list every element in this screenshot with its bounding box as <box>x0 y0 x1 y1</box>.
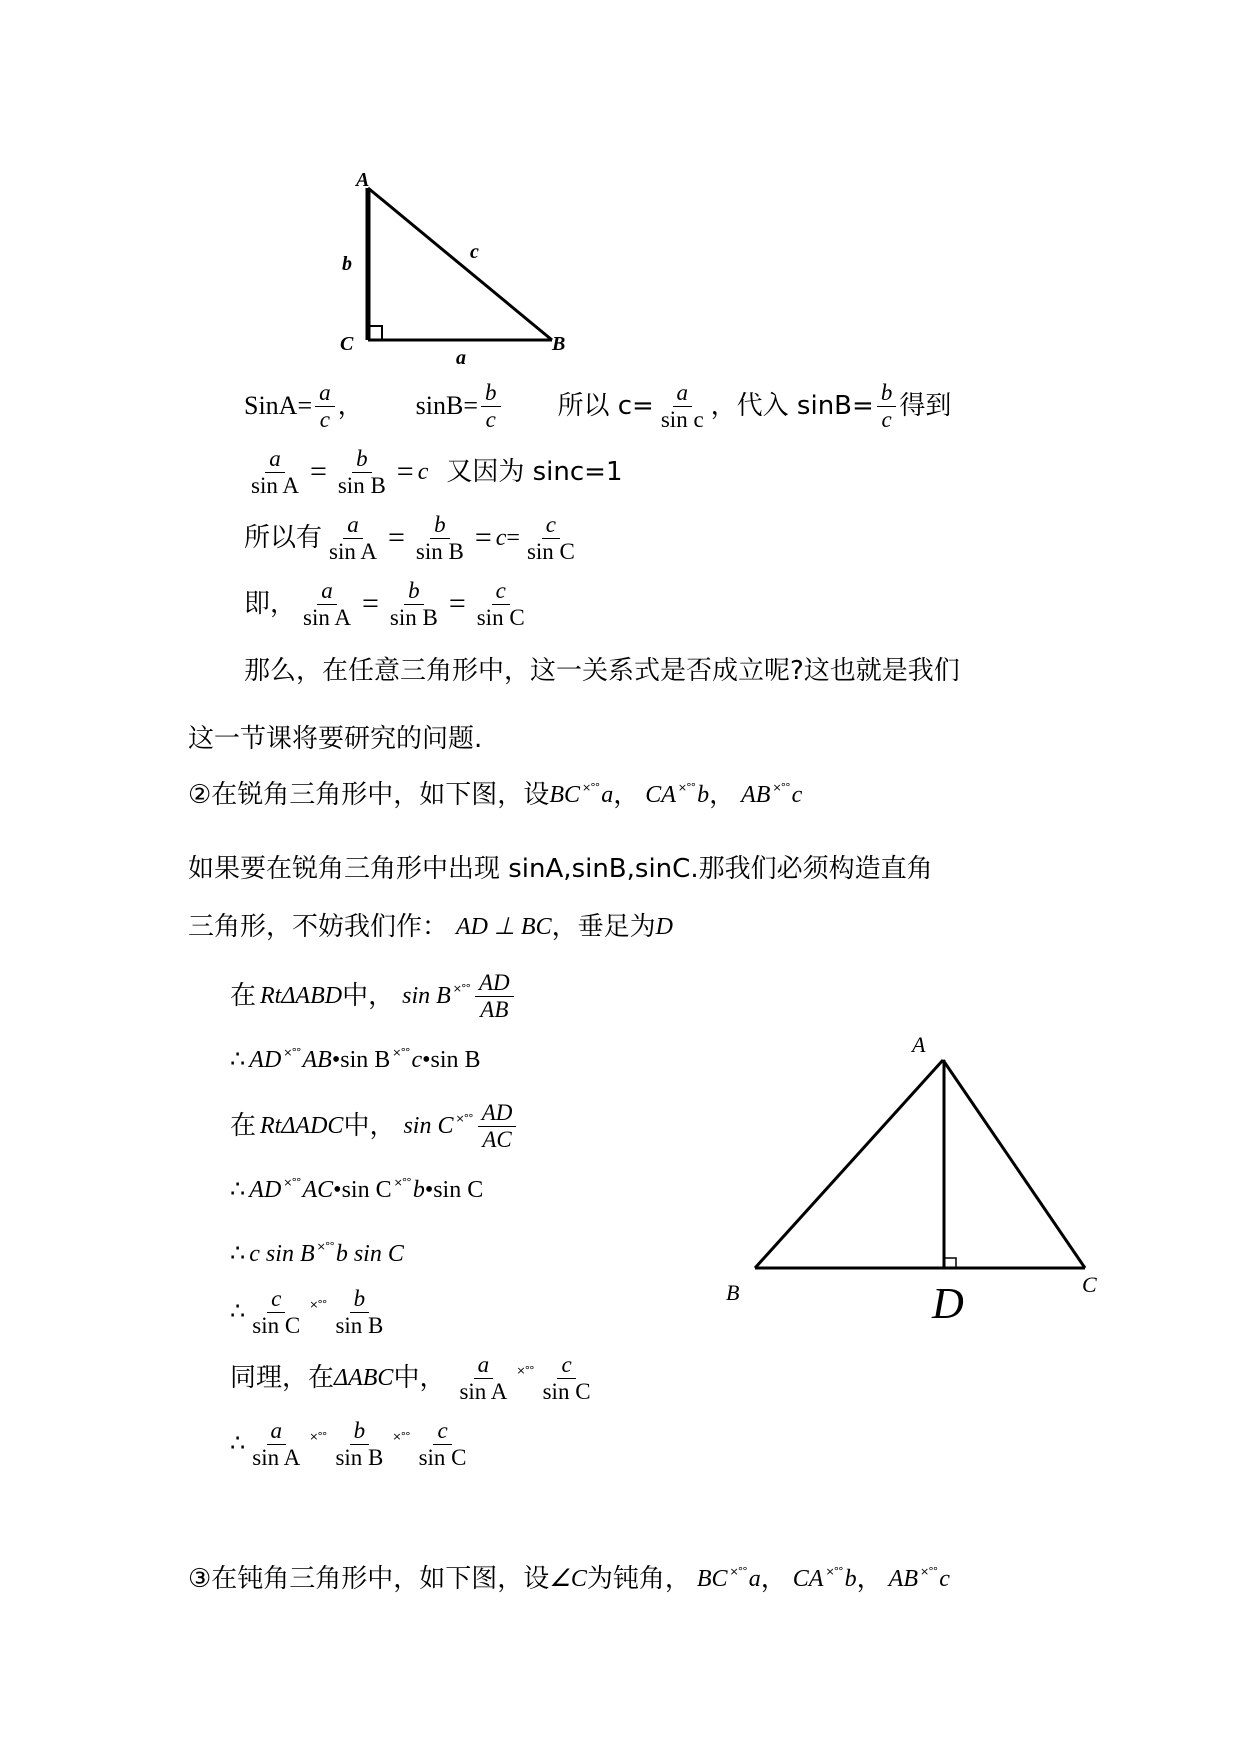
acute-triangle-heading: ②在锐角三角形中，如下图，设 BC ×°° a ， CA ×°° b ， AB ×°° c <box>188 780 803 810</box>
law-of-sines-line: 即， $\frac{a}{\text{sin A}}$ = $\frac{b}{\text{sin B}}$ = $\frac{c}{\text{sin C}}$ <box>244 578 525 630</box>
dedao-text: 得到 <box>899 391 952 422</box>
right-triangle-figure <box>320 170 580 370</box>
obtuse-triangle-heading: ③在钝角三角形中，如下图，设 ∠C 为钝角， BC ×°° a ， CA ×°° b ， AB ×°° c <box>188 1564 950 1594</box>
frac-b-over-c-2: $\frac{b}{c}$ <box>877 380 897 433</box>
sin-definitions-line: SinA= $\frac{a}{c}$ ， sinB= $\frac{b}{c}$ 所以 c= $\frac{a}{\text{sin c}}$ ，代入 sinB= $\frac{b}{c}$ 得到 <box>244 380 952 432</box>
suoyi-text: 所以 c= <box>557 391 654 422</box>
vertex-a-label: A <box>356 170 370 191</box>
proof-line-7: 同理，在 ΔABC 中， $\frac{a}{\text{sin A}}$ ×°° $\frac{c}{\text{sin C}}$ <box>230 1352 591 1404</box>
sinb-label: sinB= <box>415 391 478 421</box>
frac-a-over-sinc: $\frac{a}{\text{sin c}}$ <box>660 380 704 432</box>
so-ratio-line: 所以有 $\frac{a}{\text{sin A}}$ = $\frac{b}{\text{sin B}}$ = c = $\frac{c}{\text{sin C}}$ <box>244 512 575 564</box>
vertex-b-label: B <box>726 1280 740 1305</box>
proof-line-1: 在 RtΔABD 中， sin B ×°° $\frac{AD}{AB}$ <box>230 970 517 1023</box>
proof-line-6: ∴ $\frac{c}{\text{sin C}}$ ×°° $\frac{b}{\text{sin B}}$ <box>230 1286 384 1338</box>
paragraph-question-line1: 那么，在任意三角形中，这一关系式是否成立呢?这也就是我们 <box>244 656 960 686</box>
construct-right-triangle-line1: 如果要在锐角三角形中出现 sinA,sinB,sinC.那我们必须构造直角 <box>188 854 933 884</box>
frac-b-over-c: $\frac{b}{c}$ <box>481 380 501 433</box>
vertex-a-label: A <box>912 1032 926 1057</box>
foot-d-label: D <box>932 1279 964 1328</box>
proof-line-2: ∴ AD ×°° AB • sin B ×°° c • sin B <box>230 1045 481 1073</box>
sina-label: SinA= <box>244 391 313 421</box>
vertex-c-label: C <box>1082 1272 1097 1297</box>
proof-line-8: ∴ $\frac{a}{\text{sin A}}$ ×°° $\frac{b}{\text{sin B}}$ ×°° $\frac{c}{\text{sin C}}$ <box>230 1418 467 1470</box>
side-b-label: b <box>342 253 352 275</box>
proof-line-4: ∴ AD ×°° AC • sin C ×°° b • sin C <box>230 1175 484 1203</box>
acute-triangle-figure <box>720 1030 1120 1330</box>
side-c-label: c <box>470 241 479 263</box>
proof-line-5: ∴ c sin B ×°° b sin C <box>230 1239 404 1267</box>
frac-a-over-c: $\frac{a}{c}$ <box>315 380 335 433</box>
proof-line-3: 在 RtΔADC 中， sin C ×°° $\frac{AD}{AC}$ <box>230 1100 519 1153</box>
vertex-b-label: B <box>552 333 566 355</box>
paragraph-question-line2: 这一节课将要研究的问题. <box>188 724 483 754</box>
construct-right-triangle-line2: 三角形，不妨我们作： AD ⊥ BC ，垂足为 D <box>188 912 673 942</box>
vertex-c-label: C <box>340 333 354 355</box>
dairu-text: ，代入 sinB= <box>710 391 874 422</box>
ratio-equals-c-line: $\frac{a}{\text{sin A}}$ = $\frac{b}{\text{sin B}}$ = c 又因为 sinc=1 <box>251 446 623 498</box>
side-a-label: a <box>456 347 466 369</box>
youyin-text: 又因为 sinc=1 <box>446 457 623 488</box>
